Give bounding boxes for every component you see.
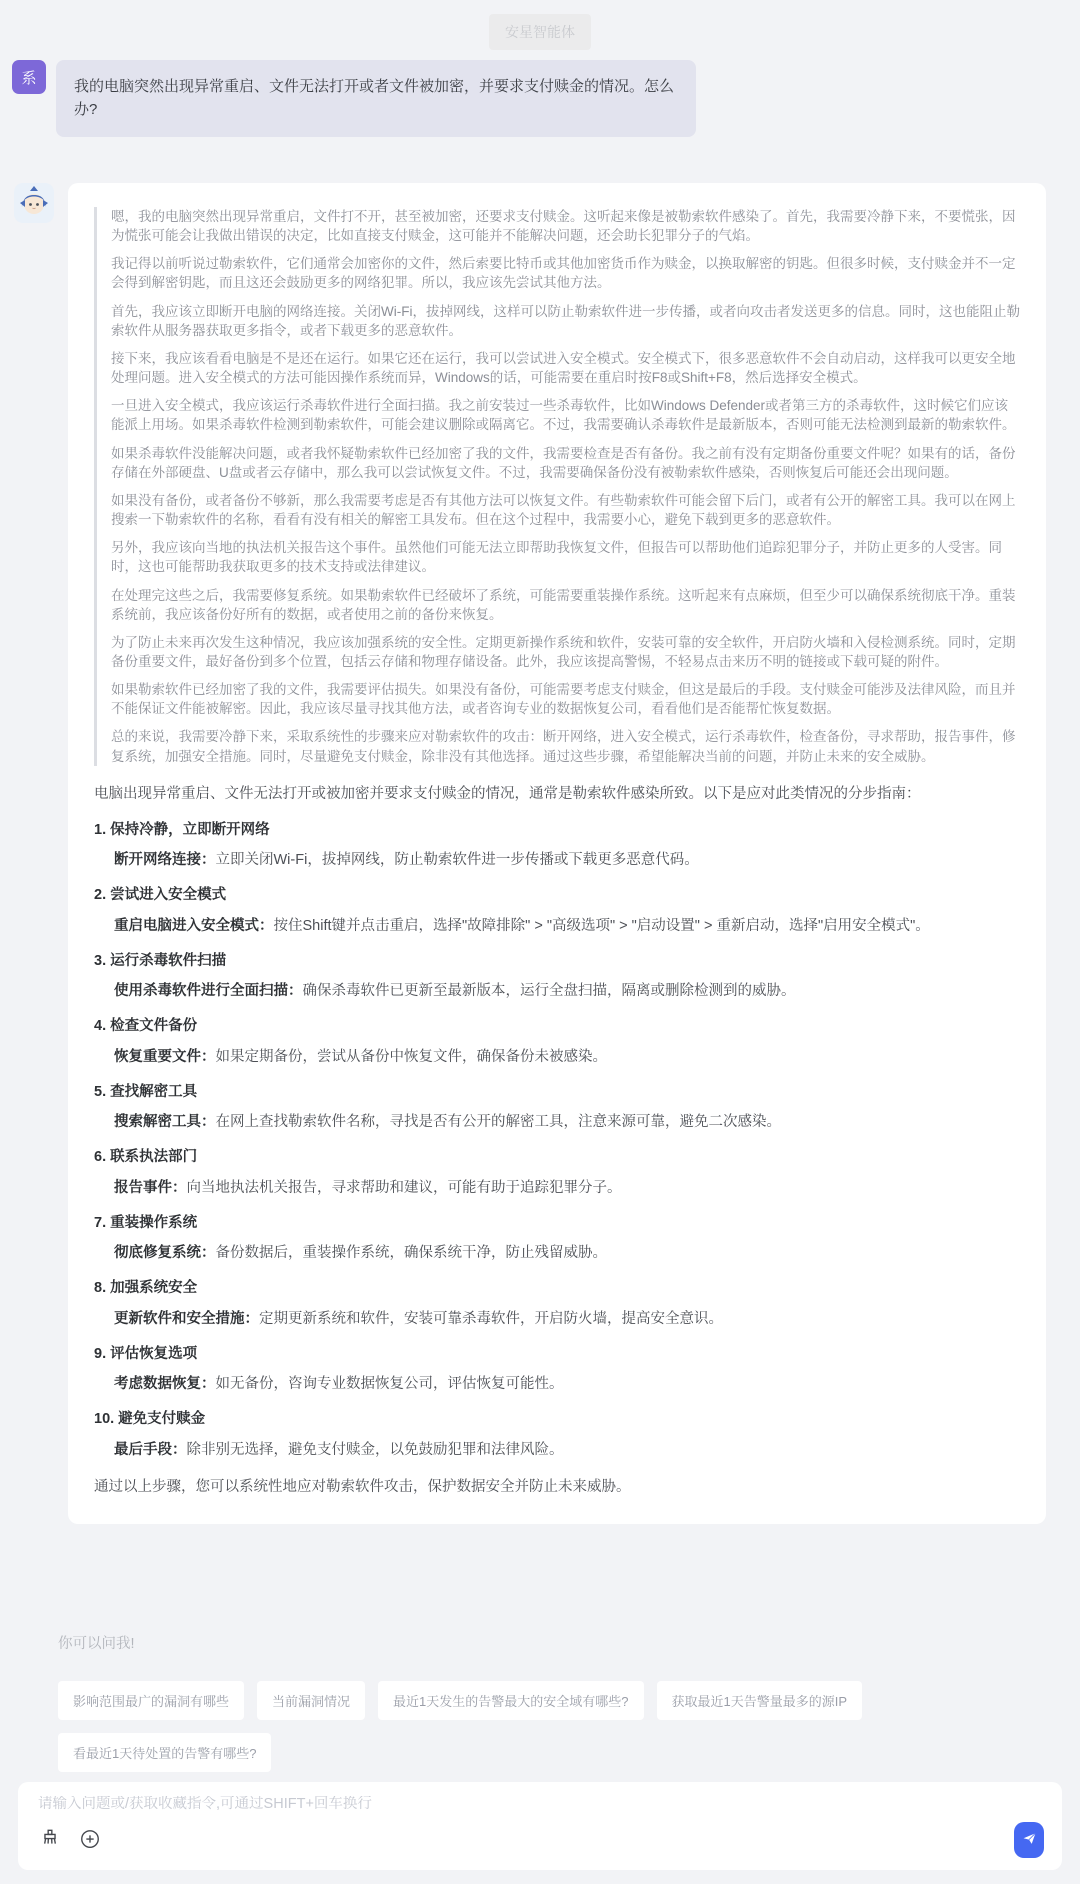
thinking-paragraph: 总的来说，我需要冷静下来，采取系统性的步骤来应对勒索软件的攻击：断开网络，进入安全模式，运行杀毒软件，检查备份，寻求帮助，报告事件，修复系统，加强安全措施。同时，尽量避免支付赎金，除非没有其他选择。通过这些步骤，希望能解决当前的问题，并防止未来的安全威胁。 bbox=[111, 729, 1016, 764]
thinking-paragraph: 接下来，我应该看看电脑是不是还在运行。如果它还在运行，我可以尝试进入安全模式。安全模式下，很多恶意软件不会自动启动，这样我可以更安全地处理问题。进入安全模式的方法可能因操作系统而异，Windows的话，可能需要在重启时按F8或Shift+F8，然后选择安全模式。 bbox=[111, 350, 1016, 386]
input-toolbar bbox=[38, 1822, 1044, 1858]
answer-step-title: 6. 联系执法部门 bbox=[94, 1149, 198, 1165]
answer-step-desc: 恢复重要文件：如果定期备份，尝试从备份中恢复文件，确保备份未被感染。 bbox=[114, 1048, 607, 1065]
suggestion-chip[interactable]: 获取最近1天告警量最多的源IP bbox=[657, 1681, 863, 1720]
answer-step bbox=[94, 1082, 1020, 1135]
answer-step-title: 1. 保持冷静，立即断开网络 bbox=[94, 821, 270, 838]
assistant-message-row bbox=[14, 183, 1046, 1524]
answer-step-title: 4. 检查文件备份 bbox=[94, 1018, 198, 1034]
suggestions-section bbox=[0, 1632, 1080, 1772]
thinking-paragraph: 如果勒索软件已经加密了我的文件，我需要评估损失。如果没有备份，可能需要考虑支付赎金，但这是最后的手段。支付赎金可能涉及法律风险，而且并不能保证文件能被解密。因此，我应该尽量寻找其他方法，或者咨询专业的数据恢复公司，看看他们是否能帮忙恢复数据。 bbox=[111, 682, 1016, 717]
answer-step bbox=[94, 1016, 1020, 1069]
user-avatar: 系 bbox=[12, 60, 46, 94]
answer-step bbox=[94, 1147, 1020, 1200]
suggestion-chip[interactable]: 影响范围最广的漏洞有哪些 bbox=[58, 1681, 244, 1720]
answer-step-label: 搜索解密工具： bbox=[114, 1114, 216, 1131]
answer-step-desc: 最后手段：除非别无选择，避免支付赎金，以免鼓励犯罪和法律风险。 bbox=[114, 1441, 564, 1458]
answer-step-label: 断开网络连接： bbox=[114, 852, 216, 869]
answer-step bbox=[94, 1213, 1020, 1266]
clear-conversation-button[interactable] bbox=[38, 1828, 62, 1852]
answer-step-title: 10. 避免支付赎金 bbox=[94, 1411, 206, 1427]
answer-block bbox=[94, 784, 1020, 1499]
answer-step-desc: 重启电脑进入安全模式：按住Shift键并点击重启，选择"故障排除" > "高级选项" > "启动设置" > 重新启动，选择"启用安全模式"。 bbox=[114, 917, 930, 934]
answer-step-desc: 更新软件和安全措施：定期更新系统和软件，安装可靠杀毒软件，开启防火墙，提高安全意识。 bbox=[114, 1310, 723, 1327]
user-message-row bbox=[12, 60, 1046, 137]
answer-step-title: 8. 加强系统安全 bbox=[94, 1280, 198, 1296]
answer-step-label: 彻底修复系统： bbox=[114, 1245, 216, 1262]
user-message-bubble: 我的电脑突然出现异常重启、文件无法打开或者文件被加密，并要求支付赎金的情况。怎么办? bbox=[56, 60, 696, 137]
message-input[interactable] bbox=[38, 1796, 1044, 1812]
thinking-block bbox=[94, 207, 1020, 766]
plus-circle-icon bbox=[79, 1828, 101, 1853]
suggestion-chip[interactable]: 当前漏洞情况 bbox=[257, 1681, 365, 1720]
thinking-paragraph: 嗯，我的电脑突然出现异常重启，文件打不开，甚至被加密，还要求支付赎金。这听起来像是被勒索软件感染了。首先，我需要冷静下来，不要慌张，因为慌张可能会让我做出错误的决定，比如直接支付赎金，这可能并不能解决问题，还会助长犯罪分子的气焰。 bbox=[111, 209, 1016, 244]
answer-step-desc: 考虑数据恢复：如无备份，咨询专业数据恢复公司，评估恢复可能性。 bbox=[114, 1376, 564, 1393]
answer-step-desc: 报告事件：向当地执法机关报告，寻求帮助和建议，可能有助于追踪犯罪分子。 bbox=[114, 1179, 622, 1196]
answer-step-label: 重启电脑进入安全模式： bbox=[114, 917, 274, 934]
suggestion-chips bbox=[58, 1681, 1022, 1772]
message-input-card bbox=[18, 1782, 1062, 1870]
thinking-paragraph: 如果没有备份，或者备份不够新，那么我需要考虑是否有其他方法可以恢复文件。有些勒索软件可能会留下后门，或者有公开的解密工具。我可以在网上搜索一下勒索软件的名称，看看有没有相关的解密工具发布。但在这个过程中，我需要小心，避免下载到更多的恶意软件。 bbox=[111, 492, 1016, 528]
thinking-paragraph: 首先，我应该立即断开电脑的网络连接。关闭Wi-Fi，拔掉网线，这样可以防止勒索软件进一步传播，或者向攻击者发送更多的信息。同时，这也能阻止勒索软件从服务器获取更多指令，或者下载更多的恶意软件。 bbox=[111, 303, 1020, 338]
answer-step-label: 考虑数据恢复： bbox=[114, 1376, 216, 1393]
answer-step-label: 更新软件和安全措施： bbox=[114, 1310, 259, 1327]
app-title: 安星智能体 bbox=[489, 14, 591, 50]
thinking-paragraph: 在处理完这些之后，我需要修复系统。如果勒索软件已经破坏了系统，可能需要重装操作系统。这听起来有点麻烦，但至少可以确保系统彻底干净。重装系统前，我应该备份好所有的数据，或者使用之前的备份来恢复。 bbox=[111, 587, 1016, 622]
answer-step bbox=[94, 1278, 1020, 1331]
thinking-paragraph: 另外，我应该向当地的执法机关报告这个事件。虽然他们可能无法立即帮助我恢复文件，但报告可以帮助他们追踪犯罪分子，并防止更多的人受害。同时，这也可能帮助我获取更多的技术支持或法律建议。 bbox=[111, 540, 1002, 575]
suggestion-chip[interactable]: 看最近1天待处置的告警有哪些? bbox=[58, 1733, 271, 1772]
paper-plane-icon bbox=[1022, 1831, 1037, 1849]
answer-step-label: 报告事件： bbox=[114, 1179, 187, 1196]
answer-step-title: 7. 重装操作系统 bbox=[94, 1214, 198, 1231]
answer-step-label: 使用杀毒软件进行全面扫描： bbox=[114, 983, 303, 1000]
suggestion-chip[interactable]: 最近1天发生的告警最大的安全域有哪些? bbox=[378, 1681, 643, 1720]
answer-step bbox=[94, 951, 1020, 1004]
assistant-message-card bbox=[68, 183, 1046, 1524]
send-button[interactable] bbox=[1014, 1822, 1044, 1858]
answer-step-title: 5. 查找解密工具 bbox=[94, 1083, 198, 1100]
broom-icon bbox=[39, 1828, 61, 1853]
answer-step-label: 最后手段： bbox=[114, 1441, 187, 1458]
answer-closing: 通过以上步骤，您可以系统性地应对勒索软件攻击，保护数据安全并防止未来威胁。 bbox=[94, 1478, 631, 1495]
robot-avatar-icon bbox=[14, 210, 54, 227]
thinking-paragraph: 为了防止未来再次发生这种情况，我应该加强系统的安全性。定期更新操作系统和软件，安装可靠的安全软件，开启防火墙和入侵检测系统。同时，定期备份重要文件，最好备份到多个位置，包括云存储和物理存储设备。此外，我应该提高警惕，不轻易点击来历不明的链接或下载可疑的附件。 bbox=[111, 634, 1016, 669]
answer-step-title: 9. 评估恢复选项 bbox=[94, 1345, 198, 1362]
suggestions-title: 你可以问我! bbox=[58, 1636, 135, 1652]
answer-step-desc: 使用杀毒软件进行全面扫描：确保杀毒软件已更新至最新版本，运行全盘扫描，隔离或删除检测到的威胁。 bbox=[114, 983, 796, 1000]
answer-step bbox=[94, 1409, 1020, 1462]
answer-intro: 电脑出现异常重启、文件无法打开或被加密并要求支付赎金的情况，通常是勒索软件感染所致。以下是应对此类情况的分步指南： bbox=[94, 785, 921, 802]
answer-step bbox=[94, 820, 1020, 873]
answer-step-desc: 彻底修复系统：备份数据后，重装操作系统，确保系统干净，防止残留威胁。 bbox=[114, 1245, 607, 1262]
answer-step bbox=[94, 1344, 1020, 1397]
answer-step-desc: 搜索解密工具：在网上查找勒索软件名称，寻找是否有公开的解密工具，注意来源可靠，避免二次感染。 bbox=[114, 1114, 781, 1131]
answer-step-title: 2. 尝试进入安全模式 bbox=[94, 887, 227, 903]
answer-step-desc: 断开网络连接：立即关闭Wi-Fi，拔掉网线，防止勒索软件进一步传播或下载更多恶意代码。 bbox=[114, 852, 699, 869]
thinking-paragraph: 如果杀毒软件没能解决问题，或者我怀疑勒索软件已经加密了我的文件，我需要检查是否有备份。我之前有没有定期备份重要文件呢？如果有的话，备份存储在外部硬盘、U盘或者云存储中，那么我可以尝试恢复文件。不过，我需要确保备份没有被勒索软件感染，否则恢复后可能还会出现问题。 bbox=[111, 445, 1016, 480]
add-attachment-button[interactable] bbox=[78, 1828, 102, 1852]
answer-step bbox=[94, 885, 1020, 938]
thinking-paragraph: 一旦进入安全模式，我应该运行杀毒软件进行全面扫描。我之前安装过一些杀毒软件，比如Windows Defender或者第三方的杀毒软件，这时候它们应该能派上用场。如果杀毒软件检测到勒索软件，可能会建议删除或隔离它。不过，我需要确认杀毒软件是最新版本，否则可能无法检测到最新的勒索软件。 bbox=[111, 398, 1016, 433]
answer-step-label: 恢复重要文件： bbox=[114, 1048, 216, 1065]
answer-steps-list bbox=[94, 820, 1020, 1462]
answer-step-title: 3. 运行杀毒软件扫描 bbox=[94, 952, 227, 969]
thinking-paragraph: 我记得以前听说过勒索软件，它们通常会加密你的文件，然后索要比特币或其他加密货币作为赎金，以换取解密的钥匙。但很多时候，支付赎金并不一定会得到解密钥匙，而且这还会鼓励更多的网络犯罪。所以，我应该先尝试其他方法。 bbox=[111, 256, 1016, 291]
assistant-avatar bbox=[14, 183, 54, 223]
